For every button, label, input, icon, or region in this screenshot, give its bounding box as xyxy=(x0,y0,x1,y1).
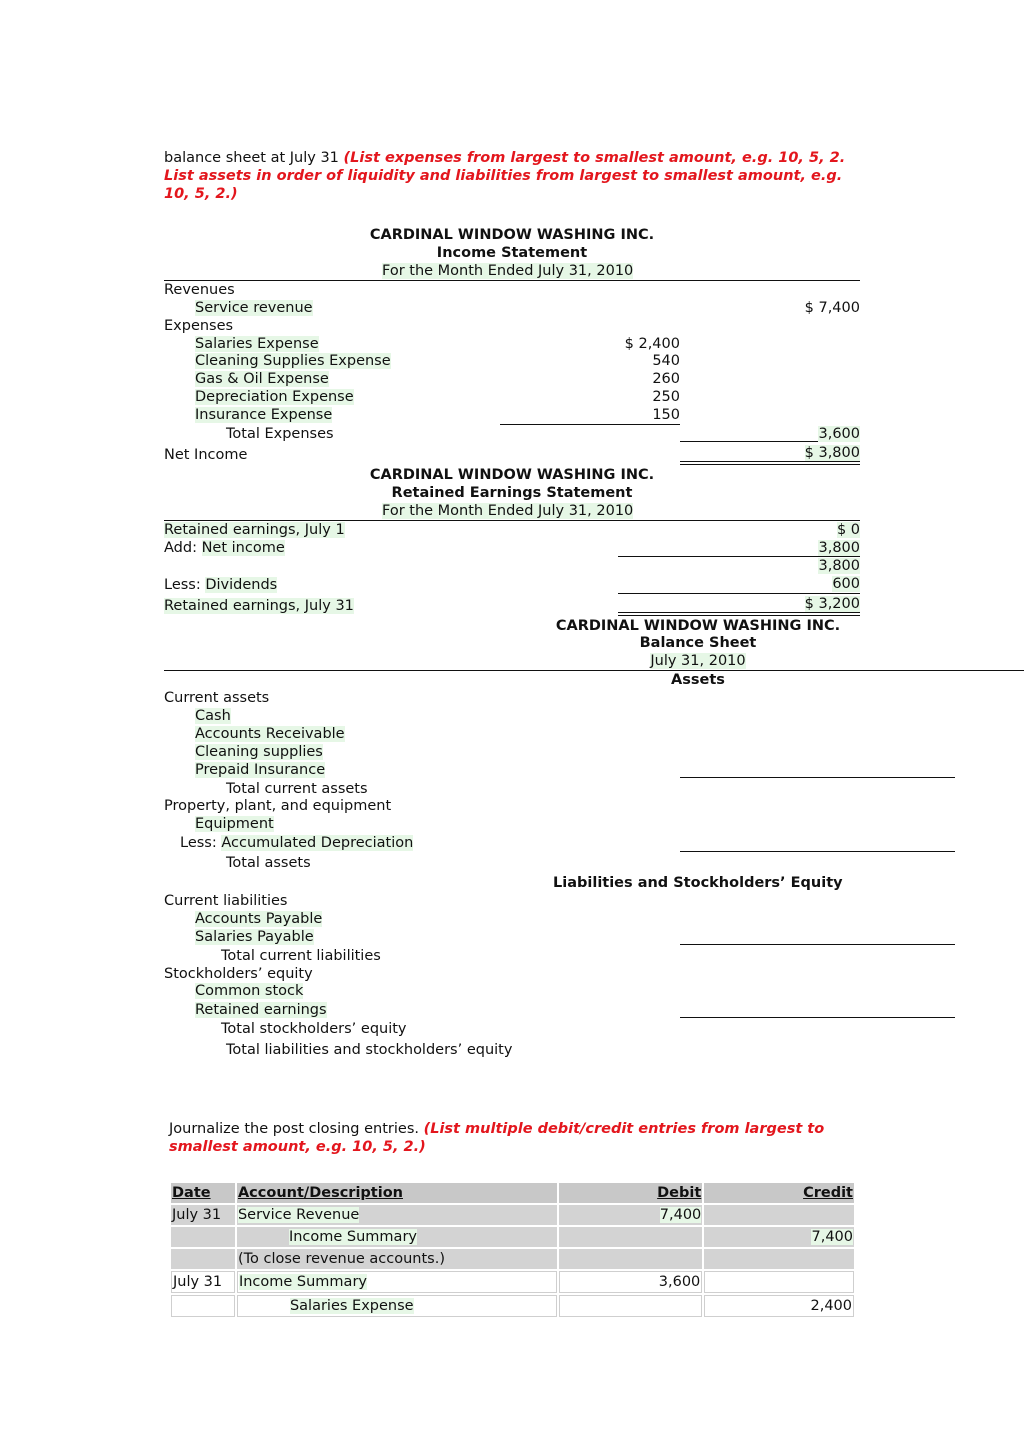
re-beginning-label: Retained earnings, July 1 xyxy=(164,522,345,538)
journal-account: Income Summary xyxy=(288,1229,417,1245)
table-row xyxy=(171,1249,854,1269)
journal-account-cell[interactable] xyxy=(237,1271,557,1293)
re-beginning-amount: $ 0 xyxy=(836,522,860,538)
current-liability-item: Salaries Payable xyxy=(195,929,314,945)
expense-name: Gas & Oil Expense xyxy=(195,371,329,387)
re-ending-label: Retained earnings, July 31 xyxy=(164,598,354,614)
journal-credit-cell[interactable] xyxy=(704,1227,854,1247)
journal-credit: 7,400 xyxy=(811,1229,853,1245)
re-less-label: Dividends xyxy=(205,577,278,593)
journal-debit[interactable]: 3,600 xyxy=(559,1271,703,1293)
revenues-label: Revenues xyxy=(164,282,235,298)
table-row xyxy=(171,1205,854,1225)
journal-credit[interactable] xyxy=(704,1271,854,1293)
equity-item: Common stock xyxy=(195,983,304,999)
current-asset-item: Accounts Receivable xyxy=(195,726,345,742)
journal-credit[interactable]: 2,400 xyxy=(704,1295,854,1317)
journal-date xyxy=(171,1295,235,1317)
journal-account: Salaries Expense xyxy=(289,1298,414,1314)
bs-liabilities-heading: Liabilities and Stockholders’ Equity xyxy=(553,875,843,891)
journal-account-cell[interactable] xyxy=(237,1295,557,1317)
total-equity-label: Total stockholders’ equity xyxy=(221,1021,407,1037)
journal-header-account: Account/Description xyxy=(237,1183,557,1203)
expenses-label: Expenses xyxy=(164,318,234,334)
expense-amount: 540 xyxy=(652,353,680,369)
table-row xyxy=(171,1295,854,1317)
net-income-amount: $ 3,800 xyxy=(804,445,860,461)
table-row xyxy=(171,1271,854,1293)
current-asset-item: Prepaid Insurance xyxy=(195,762,326,778)
journal-instruction xyxy=(169,1120,859,1156)
total-current-assets-label: Total current assets xyxy=(226,781,368,797)
current-liabilities-label: Current liabilities xyxy=(164,893,288,909)
journal-debit-cell[interactable] xyxy=(559,1205,703,1225)
journal-header-credit: Credit xyxy=(704,1183,854,1203)
balance-sheet-instruction xyxy=(164,149,864,203)
income-statement-period: For the Month Ended July 31, 2010 xyxy=(382,263,634,279)
journal-account-cell[interactable] xyxy=(237,1205,557,1225)
income-statement-company: CARDINAL WINDOW WASHING INC. xyxy=(369,227,655,243)
expense-amount: 150 xyxy=(652,407,680,423)
re-statement-company: CARDINAL WINDOW WASHING INC. xyxy=(369,467,655,483)
current-assets-label: Current assets xyxy=(164,690,270,706)
instruction-note: (List expenses from largest to smallest amount, e.g. 10, 5, 2. List assets in order of liquidity and liabilities from largest to smallest amount, e.g. 10, 5, 2.) xyxy=(164,150,846,202)
journal-date: July 31 xyxy=(171,1205,235,1225)
journal-date: July 31 xyxy=(171,1271,235,1293)
service-revenue-amount: $ 7,400 xyxy=(804,300,860,316)
equity-item: Retained earnings xyxy=(195,1002,327,1018)
re-add-amount: 3,800 xyxy=(818,540,860,556)
re-add-prefix: Add: xyxy=(164,540,202,556)
equipment-label: Equipment xyxy=(195,816,274,832)
expense-amount: 260 xyxy=(652,371,680,387)
journal-header-debit: Debit xyxy=(559,1183,703,1203)
total-liabilities-equity-label: Total liabilities and stockholders’ equity xyxy=(226,1042,513,1058)
total-assets-label: Total assets xyxy=(226,855,311,871)
expense-amount: 250 xyxy=(652,389,680,405)
total-expenses-amount: 3,600 xyxy=(818,426,860,442)
journal-debit[interactable] xyxy=(559,1295,703,1317)
re-less-prefix: Less: xyxy=(164,577,206,593)
journal-instruction-note: (List multiple debit/credit entries from largest to smallest amount, e.g. 10, 5, 2.) xyxy=(169,1121,825,1155)
journal-debit: 7,400 xyxy=(659,1207,702,1223)
income-statement-title: Income Statement xyxy=(436,245,588,261)
re-add-label: Net income xyxy=(201,540,285,556)
net-income-label: Net Income xyxy=(164,447,248,463)
journal-table xyxy=(169,1181,856,1319)
journal-credit[interactable] xyxy=(704,1205,854,1225)
bs-date: July 31, 2010 xyxy=(650,653,746,669)
journal-instruction-prefix: Journalize the post closing entries. xyxy=(169,1121,424,1137)
re-statement-title: Retained Earnings Statement xyxy=(391,485,633,501)
journal-header-row xyxy=(171,1183,854,1203)
journal-date xyxy=(171,1249,235,1269)
total-current-liabilities-label: Total current liabilities xyxy=(221,948,381,964)
expense-name: Salaries Expense xyxy=(195,336,319,352)
table-row xyxy=(171,1227,854,1247)
journal-debit[interactable] xyxy=(559,1227,703,1247)
service-revenue-label: Service revenue xyxy=(195,300,313,316)
re-subtotal-amount: 3,800 xyxy=(818,558,860,574)
current-asset-item: Cleaning supplies xyxy=(195,744,323,760)
expense-name: Depreciation Expense xyxy=(195,389,354,405)
bs-company: CARDINAL WINDOW WASHING INC. xyxy=(555,618,841,634)
total-expenses-label: Total Expenses xyxy=(226,426,334,442)
bs-less-prefix: Less: xyxy=(180,835,222,851)
expense-name: Insurance Expense xyxy=(195,407,333,423)
expense-name: Cleaning Supplies Expense xyxy=(195,353,391,369)
journal-account: Service Revenue xyxy=(237,1207,360,1223)
journal-header-date: Date xyxy=(171,1183,235,1203)
journal-account-cell[interactable] xyxy=(237,1227,557,1247)
expense-amount: $ 2,400 xyxy=(624,336,680,352)
bs-title: Balance Sheet xyxy=(639,635,757,651)
journal-credit xyxy=(704,1249,854,1269)
journal-date xyxy=(171,1227,235,1247)
ppe-label: Property, plant, and equipment xyxy=(164,798,392,814)
journal-debit xyxy=(559,1249,703,1269)
stockholders-equity-label: Stockholders’ equity xyxy=(164,966,313,982)
re-statement-period: For the Month Ended July 31, 2010 xyxy=(382,503,634,519)
current-asset-item: Cash xyxy=(195,708,231,724)
journal-account: Income Summary xyxy=(238,1274,367,1290)
bs-assets-heading: Assets xyxy=(671,672,725,688)
re-ending-amount: $ 3,200 xyxy=(804,596,860,612)
instruction-prefix: balance sheet at July 31 xyxy=(164,150,344,166)
re-less-amount: 600 xyxy=(832,576,860,592)
journal-account: (To close revenue accounts.) xyxy=(237,1249,557,1269)
accumulated-depreciation-label: Accumulated Depreciation xyxy=(221,835,414,851)
current-liability-item: Accounts Payable xyxy=(195,911,323,927)
